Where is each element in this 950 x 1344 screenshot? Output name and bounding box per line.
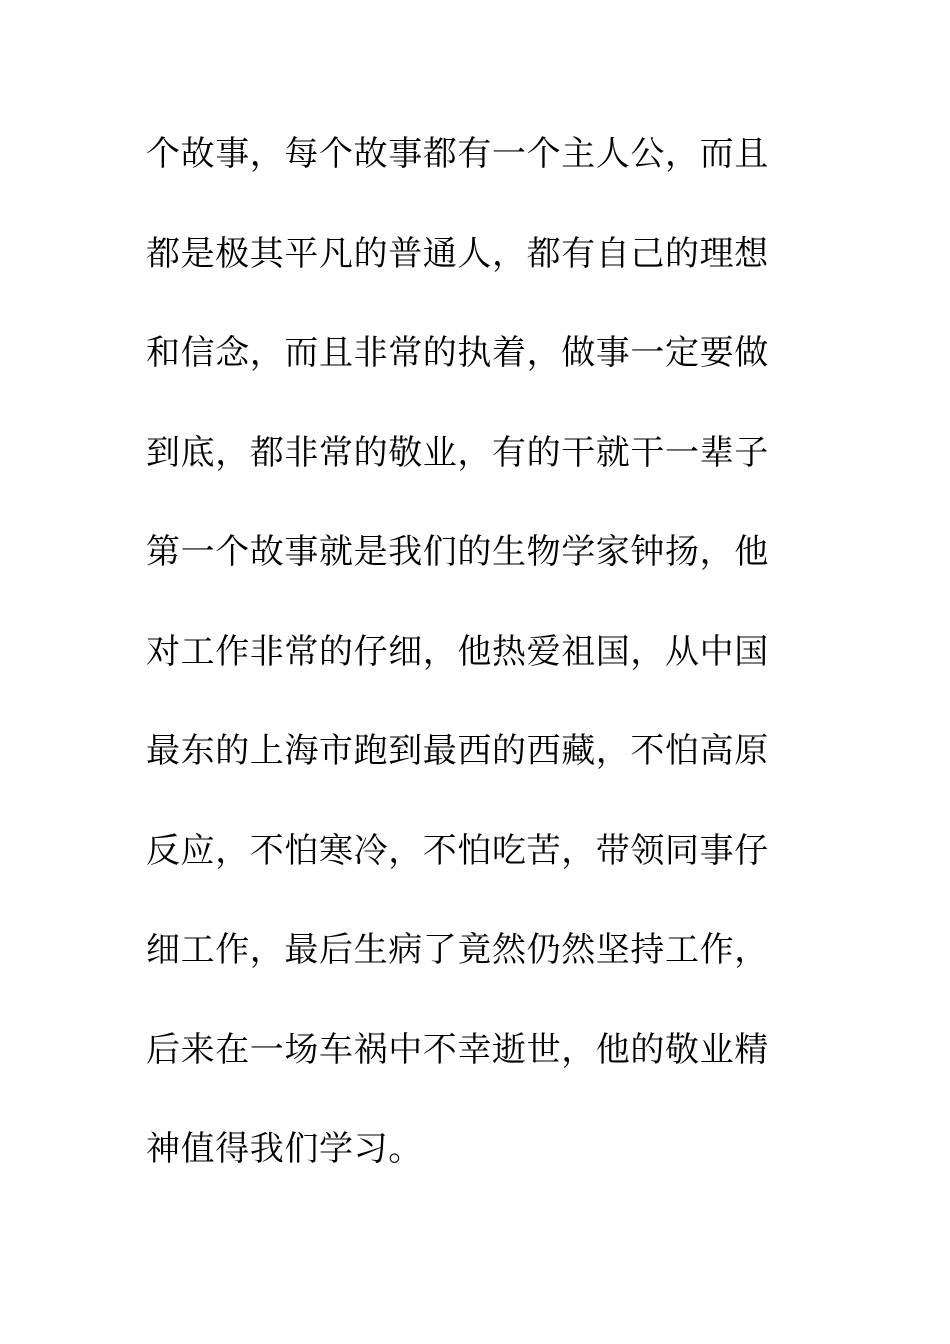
text-line-10: 后来在一场车祸中不幸逝世，他的敬业精 bbox=[146, 1029, 769, 1070]
text-line-7: 最东的上海市跑到最西的西藏，不怕高原 bbox=[146, 731, 769, 771]
text-line-4: 到底，都非常的敬业，有的干就干一辈子 bbox=[146, 432, 769, 473]
text-line-5: 第一个故事就是我们的生物学家钟扬，他 bbox=[146, 532, 769, 572]
text-line-2: 都是极其平凡的普通人，都有自己的理想 bbox=[146, 233, 769, 274]
text-line-1: 个故事，每个故事都有一个主人公，而且 bbox=[146, 134, 769, 174]
text-line-6: 对工作非常的仔细，他热爱祖国，从中国 bbox=[146, 631, 769, 672]
body-text bbox=[146, 124, 796, 1219]
text-line-3: 和信念，而且非常的执着，做事一定要做 bbox=[146, 333, 769, 373]
text-line-9: 细工作，最后生病了竟然仍然坚持工作， bbox=[146, 930, 769, 970]
text-line-11: 神值得我们学习。 bbox=[146, 1129, 423, 1169]
text-line-8: 反应，不怕寒冷，不怕吃苦，带领同事仔 bbox=[146, 830, 769, 871]
